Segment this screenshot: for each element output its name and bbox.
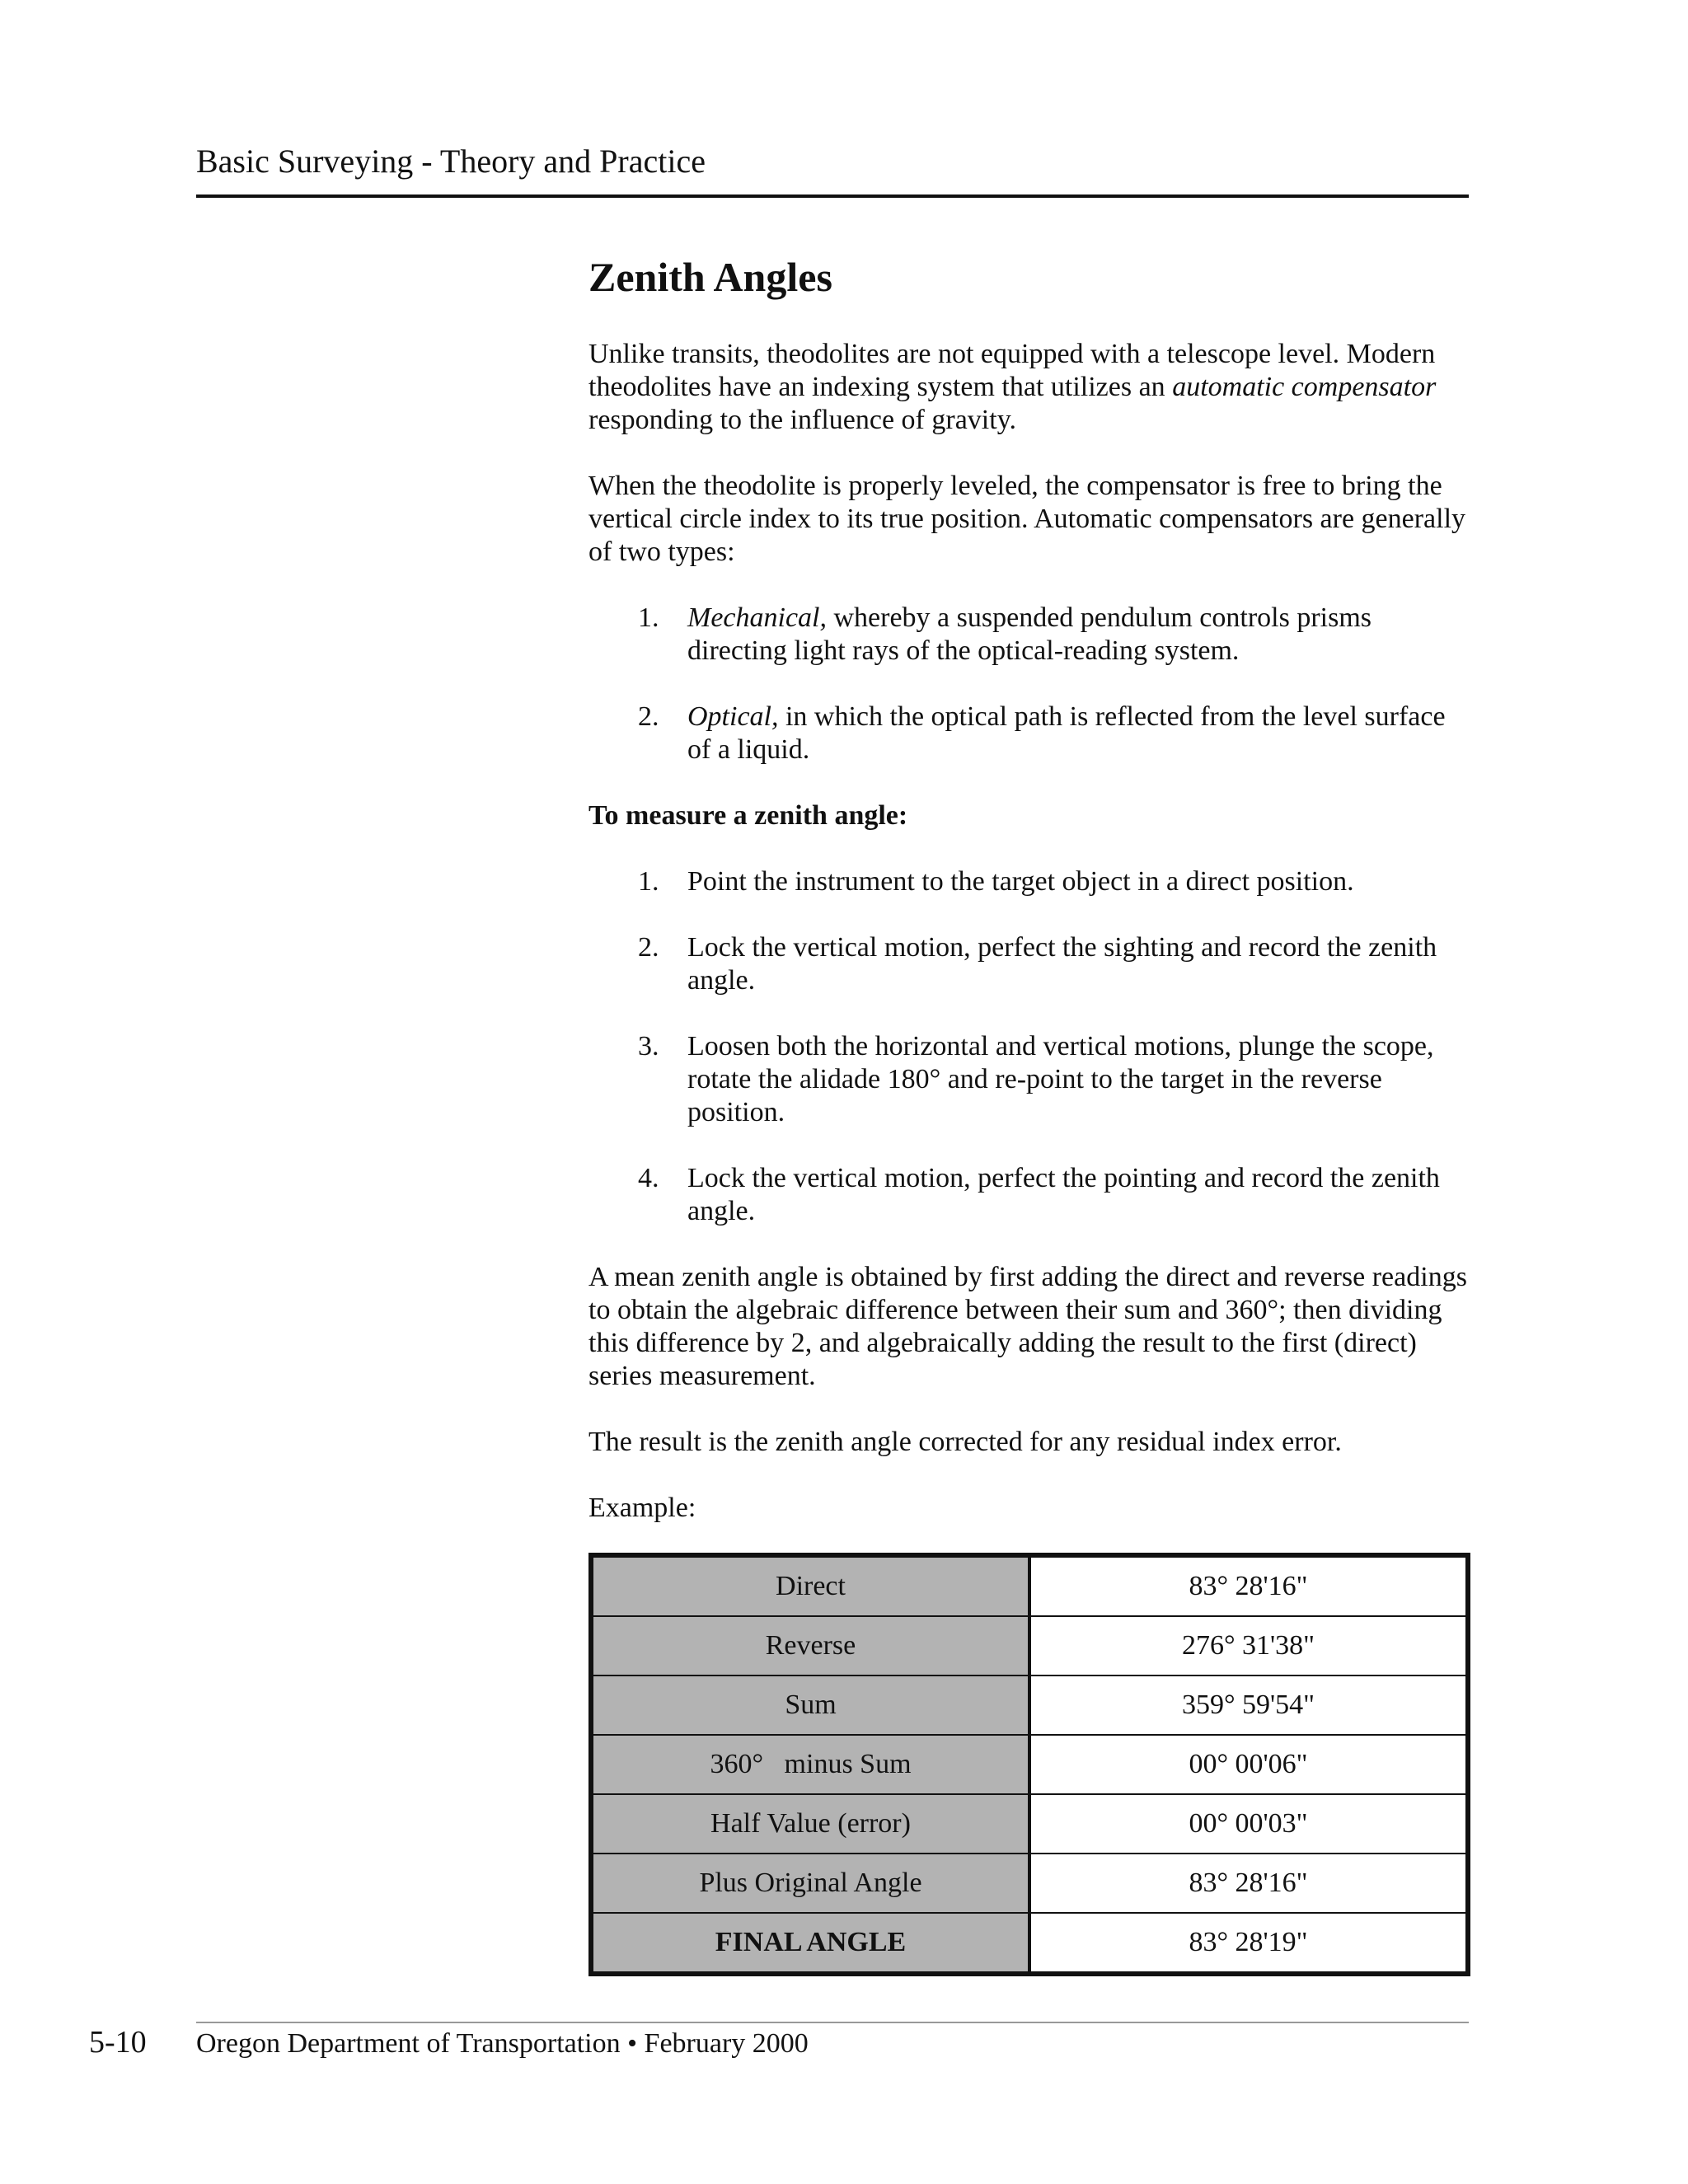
header-rule — [196, 194, 1469, 198]
intro-text-after: responding to the influence of gravity. — [588, 405, 1016, 435]
table-value-cell: 00° 00'03" — [1029, 1794, 1468, 1854]
list-number: 1. — [638, 602, 659, 633]
intro-italic-term: automatic compensator — [1172, 372, 1437, 402]
steps-heading: To measure a zenith angle: — [588, 800, 908, 831]
list-text: Lock the vertical motion, perfect the sighting and record the zenith angle. — [687, 932, 1437, 996]
table-value-cell: 359° 59'54" — [1029, 1675, 1468, 1735]
list-item — [638, 931, 1470, 997]
list-number: 1. — [638, 866, 659, 897]
table-value-cell: 00° 00'06" — [1029, 1735, 1468, 1794]
main-content — [588, 247, 1470, 1976]
list-number: 2. — [638, 932, 659, 963]
table-row — [591, 1794, 1468, 1854]
list-item — [638, 1030, 1470, 1129]
list-number: 3. — [638, 1031, 659, 1062]
table-row — [591, 1675, 1468, 1735]
table-value-cell: 276° 31'38" — [1029, 1616, 1468, 1675]
list-item — [638, 602, 1470, 668]
list-italic-term: Mechanical, — [687, 602, 827, 633]
table-label-cell: 360° minus Sum — [591, 1735, 1029, 1794]
table-label-cell: FINAL ANGLE — [591, 1913, 1029, 1974]
list-text: Lock the vertical motion, perfect the pointing and record the zenith angle. — [687, 1163, 1440, 1226]
table-row — [591, 1616, 1468, 1675]
section-title: Zenith Angles — [588, 254, 832, 300]
list-text — [687, 701, 1470, 766]
page-number: 5-10 — [89, 2025, 147, 2060]
list-description: in which the optical path is reflected from the level surface of a liquid. — [687, 701, 1446, 765]
intro-paragraph — [588, 338, 1470, 437]
footer-rule — [196, 2022, 1469, 2023]
list-description: whereby a suspended pendulum controls prisms directing light rays of the optical-reading system. — [687, 602, 1372, 666]
compensator-types-list — [588, 602, 1470, 766]
table-label-cell: Sum — [591, 1675, 1029, 1735]
list-text: Loosen both the horizontal and vertical motions, plunge the scope, rotate the alidade 180° and re-point to the target in the reverse position. — [687, 1031, 1434, 1127]
table-row — [591, 1555, 1468, 1616]
list-number: 4. — [638, 1163, 659, 1193]
intro-text-before: Unlike transits, theodolites are not equipped with a telescope level. Modern theodolites have an indexing system that utilizes an — [588, 339, 1436, 402]
table-label-cell: Reverse — [591, 1616, 1029, 1675]
table-row-final — [591, 1913, 1468, 1974]
list-italic-term: Optical, — [687, 701, 779, 732]
table-label-cell: Half Value (error) — [591, 1794, 1029, 1854]
steps-list — [588, 865, 1470, 1228]
mean-angle-paragraph: A mean zenith angle is obtained by first adding the direct and reverse readings to obtain the algebraic difference between their sum and 360°; then dividing this difference by 2, and algebraically adding the result to the first (direct) series measurement. — [588, 1262, 1467, 1391]
table-value-cell: 83° 28'16" — [1029, 1555, 1468, 1616]
footer-text: Oregon Department of Transportation • February 2000 — [196, 2028, 809, 2059]
list-item — [638, 1162, 1470, 1228]
list-item — [638, 701, 1470, 766]
list-text — [687, 602, 1470, 668]
table-row — [591, 1854, 1468, 1913]
table-row — [591, 1735, 1468, 1794]
example-label: Example: — [588, 1493, 696, 1523]
table-label-cell: Direct — [591, 1555, 1029, 1616]
table-value-cell: 83° 28'19" — [1029, 1913, 1468, 1974]
compensator-paragraph: When the theodolite is properly leveled, the compensator is free to bring the vertical circle index to its true position. Automatic compensators are generally of two types: — [588, 471, 1466, 567]
example-table — [588, 1553, 1470, 1976]
table-label-cell: Plus Original Angle — [591, 1854, 1029, 1913]
running-header: Basic Surveying - Theory and Practice — [196, 143, 706, 180]
list-text: Point the instrument to the target object in a direct position. — [687, 866, 1354, 897]
list-number: 2. — [638, 701, 659, 732]
list-item — [638, 865, 1470, 898]
result-paragraph: The result is the zenith angle corrected for any residual index error. — [588, 1427, 1342, 1457]
table-value-cell: 83° 28'16" — [1029, 1854, 1468, 1913]
